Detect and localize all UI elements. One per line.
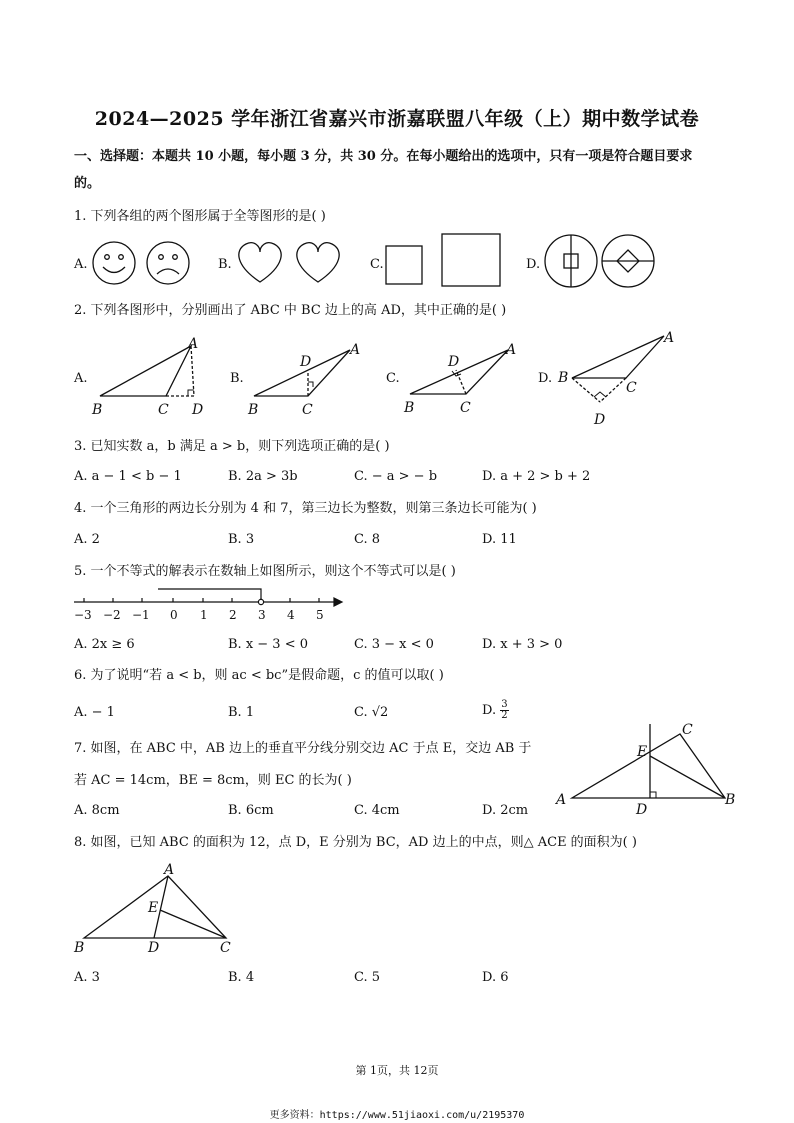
q1-option-a: A. xyxy=(74,257,88,272)
q2-figure-c xyxy=(402,338,532,418)
q2d-label-d: D xyxy=(594,412,606,428)
q8-option-d: D. 6 xyxy=(482,970,509,985)
q5-option-a: A. 2x ≥ 6 xyxy=(74,637,135,652)
page-number: 第 1页，共 12页 xyxy=(355,1064,439,1077)
q1-option-b: B. xyxy=(218,257,232,272)
q7-figure xyxy=(552,718,742,822)
q1-option-c: C. xyxy=(370,257,384,272)
page-title: 2024—2025 学年浙江省嘉兴市浙嘉联盟八年级（上）期中数学试卷 xyxy=(94,108,700,130)
q6-option-b: B. 1 xyxy=(228,705,255,720)
q4-option-b: B. 3 xyxy=(228,532,255,547)
tick-neg3: −3 xyxy=(74,608,92,622)
tick-0: 0 xyxy=(170,608,178,622)
q3-option-c: C. − a > − b xyxy=(354,469,438,484)
q6-option-a: A. − 1 xyxy=(74,705,115,720)
q2-option-a: A. xyxy=(74,371,88,386)
q8-option-b: B. 4 xyxy=(228,970,255,985)
section-heading-cont: 的。 xyxy=(74,176,101,191)
q6-option-d-label: D. xyxy=(482,703,497,718)
q1-figure-a-faces xyxy=(88,236,198,286)
q2d-label-c: C xyxy=(626,380,637,396)
q8-figure xyxy=(70,858,240,958)
q2-figure-a xyxy=(88,332,218,422)
q2-option-c: C. xyxy=(386,371,400,386)
q8-label-a: A xyxy=(164,862,175,878)
tick-neg2: −2 xyxy=(103,608,121,622)
q7-option-c: C. 4cm xyxy=(354,803,400,818)
q1-figure-b-hearts xyxy=(234,236,354,286)
q3-option-d: D. a + 2 > b + 2 xyxy=(482,469,591,484)
q7-label-e: E xyxy=(637,744,648,760)
q2a-label-b: B xyxy=(92,402,103,418)
q5-number-line xyxy=(70,586,350,626)
tick-5: 5 xyxy=(316,608,324,622)
q8-label-c: C xyxy=(220,940,231,956)
frac-denominator: 2 xyxy=(501,710,508,721)
q3-option-a: A. a − 1 < b − 1 xyxy=(74,469,182,484)
q2c-label-a: A xyxy=(506,342,517,358)
q6-option-d xyxy=(482,700,509,721)
q7-option-b: B. 6cm xyxy=(228,803,274,818)
q2-figure-b xyxy=(246,338,376,418)
q7-label-b: B xyxy=(725,792,736,808)
q5-option-b: B. x − 3 < 0 xyxy=(228,637,309,652)
source-link[interactable]: 更多资料：https://www.51jiaoxi.com/u/2195370 xyxy=(269,1110,525,1121)
q7-label-a: A xyxy=(556,792,567,808)
q7-label-c: C xyxy=(682,722,693,738)
q2c-label-b: B xyxy=(404,400,415,416)
q2d-label-a: A xyxy=(664,330,675,346)
tick-neg1: −1 xyxy=(132,608,150,622)
q1-stem: 1. 下列各组的两个图形属于全等图形的是( ) xyxy=(74,209,326,224)
q5-stem: 5. 一个不等式的解表示在数轴上如图所示，则这个不等式可以是( ) xyxy=(74,564,456,579)
q4-stem: 4. 一个三角形的两边长分别为 4 和 7，第三边长为整数，则第三条边长可能为( ) xyxy=(74,501,537,516)
q8-label-e: E xyxy=(148,900,159,916)
q5-option-d: D. x + 3 > 0 xyxy=(482,637,563,652)
tick-2: 2 xyxy=(229,608,237,622)
q2a-label-c: C xyxy=(158,402,169,418)
q2-stem: 2. 下列各图形中，分别画出了 ABC 中 BC 边上的高 AD，其中正确的是( ) xyxy=(74,303,507,318)
q7-option-d: D. 2cm xyxy=(482,803,529,818)
q2b-label-c: C xyxy=(302,402,313,418)
q4-option-c: C. 8 xyxy=(354,532,381,547)
q2-option-b: B. xyxy=(230,371,244,386)
q2d-label-b: B xyxy=(558,370,569,386)
q8-label-b: B xyxy=(74,940,85,956)
q7-stem: 7. 如图，在 ABC 中，AB 边上的垂直平分线分别交边 AC 于点 E，交边 AB 于 xyxy=(74,741,532,756)
q2c-label-c: C xyxy=(460,400,471,416)
q2c-label-d: D xyxy=(448,354,460,370)
q8-option-c: C. 5 xyxy=(354,970,381,985)
q4-option-d: D. 11 xyxy=(482,532,517,547)
q5-option-c: C. 3 − x < 0 xyxy=(354,637,434,652)
frac-numerator: 3 xyxy=(501,699,508,710)
q3-option-b: B. 2a > 3b xyxy=(228,469,298,484)
q7-label-d: D xyxy=(636,802,648,818)
q1-option-d: D. xyxy=(526,257,541,272)
q7-stem-cont: 若 AC = 14cm，BE = 8cm，则 EC 的长为( ) xyxy=(74,773,352,788)
q2b-label-b: B xyxy=(248,402,259,418)
q7-option-a: A. 8cm xyxy=(74,803,120,818)
q8-label-d: D xyxy=(148,940,160,956)
tick-1: 1 xyxy=(200,608,208,622)
q1-figure-c-squares xyxy=(384,232,504,288)
q2-option-d: D. xyxy=(538,371,553,386)
q3-stem: 3. 已知实数 a，b 满足 a > b，则下列选项正确的是( ) xyxy=(74,439,390,454)
q8-stem: 8. 如图，已知 ABC 的面积为 12，点 D，E 分别为 BC，AD 边上的中点，则△ ACE 的面积为( ) xyxy=(74,835,637,850)
q6-stem: 6. 为了说明“若 a < b，则 ac < bc”是假命题，c 的值可以取( ) xyxy=(74,668,444,683)
tick-4: 4 xyxy=(287,608,295,622)
q8-option-a: A. 3 xyxy=(74,970,100,985)
q2b-label-a: A xyxy=(350,342,361,358)
tick-3: 3 xyxy=(258,608,266,622)
q2-triangle-icon xyxy=(256,304,270,318)
q6-option-d-fraction xyxy=(500,700,508,721)
q1-figure-d-coins xyxy=(542,234,662,288)
q2b-label-d: D xyxy=(300,354,312,370)
q6-option-c: C. √2 xyxy=(354,705,389,720)
q4-option-a: A. 2 xyxy=(74,532,100,547)
q2a-label-a: A xyxy=(188,336,199,352)
section-heading: 一、选择题：本题共 10 小题，每小题 3 分，共 30 分。在每小题给出的选项中，只有一项是符合题目要求 xyxy=(74,149,693,164)
q2a-label-d: D xyxy=(192,402,204,418)
q2-figure-d xyxy=(556,330,686,430)
